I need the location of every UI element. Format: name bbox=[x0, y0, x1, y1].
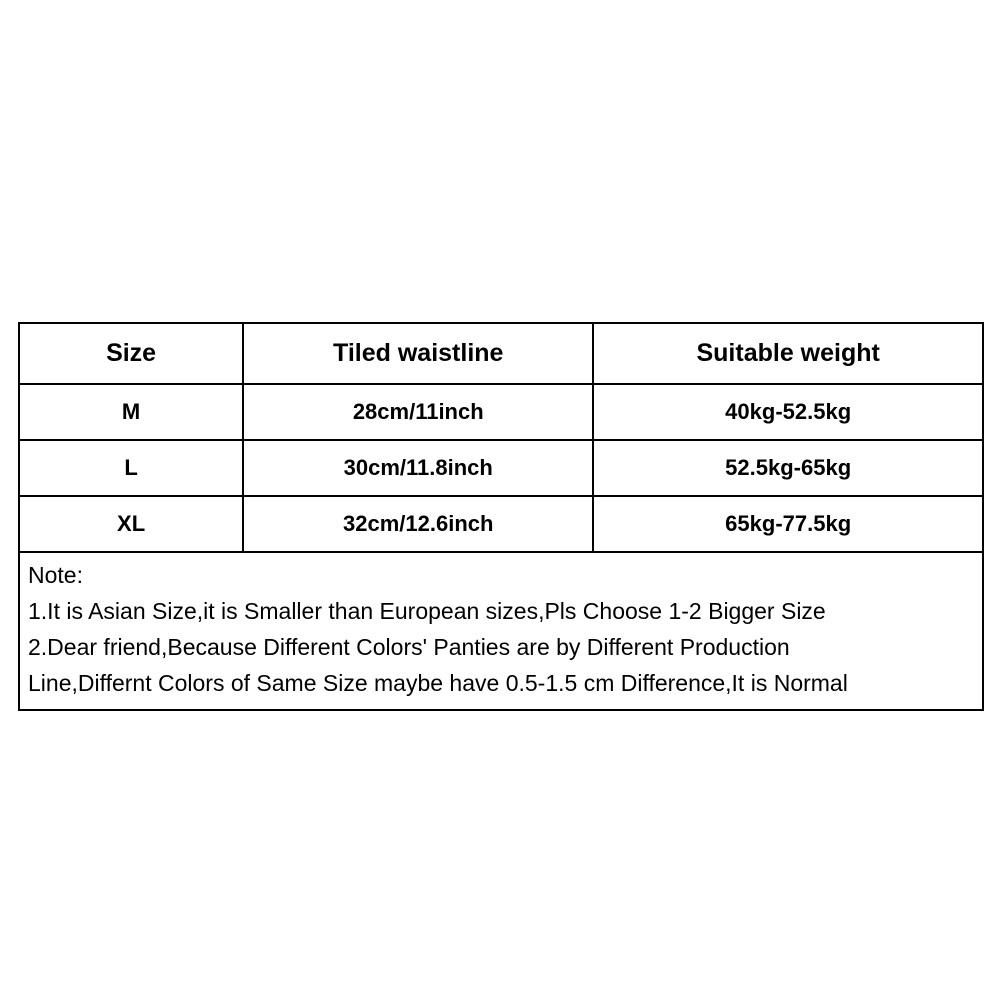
note-line-1: 1.It is Asian Size,it is Smaller than European sizes,Pls Choose 1-2 Bigger Size bbox=[28, 598, 826, 624]
table-row bbox=[20, 384, 982, 440]
note-line-3: Line,Differnt Colors of Same Size maybe have 0.5-1.5 cm Difference,It is Normal bbox=[28, 670, 848, 696]
cell-size: XL bbox=[20, 496, 243, 551]
note-title: Note: bbox=[28, 562, 83, 588]
cell-weight: 65kg-77.5kg bbox=[593, 496, 982, 551]
note-line-2: 2.Dear friend,Because Different Colors' Panties are by Different Production bbox=[28, 634, 790, 660]
size-chart-table bbox=[20, 324, 982, 551]
table-header-row bbox=[20, 324, 982, 384]
table-body bbox=[20, 384, 982, 551]
note-block bbox=[20, 551, 982, 709]
cell-weight: 40kg-52.5kg bbox=[593, 384, 982, 440]
cell-size: M bbox=[20, 384, 243, 440]
cell-waistline: 32cm/12.6inch bbox=[243, 496, 593, 551]
size-chart-container bbox=[18, 322, 984, 711]
cell-weight: 52.5kg-65kg bbox=[593, 440, 982, 496]
cell-waistline: 30cm/11.8inch bbox=[243, 440, 593, 496]
cell-size: L bbox=[20, 440, 243, 496]
column-header-size: Size bbox=[20, 324, 243, 384]
table-row bbox=[20, 496, 982, 551]
column-header-tiled-waistline: Tiled waistline bbox=[243, 324, 593, 384]
table-header bbox=[20, 324, 982, 384]
table-row bbox=[20, 440, 982, 496]
column-header-suitable-weight: Suitable weight bbox=[593, 324, 982, 384]
cell-waistline: 28cm/11inch bbox=[243, 384, 593, 440]
